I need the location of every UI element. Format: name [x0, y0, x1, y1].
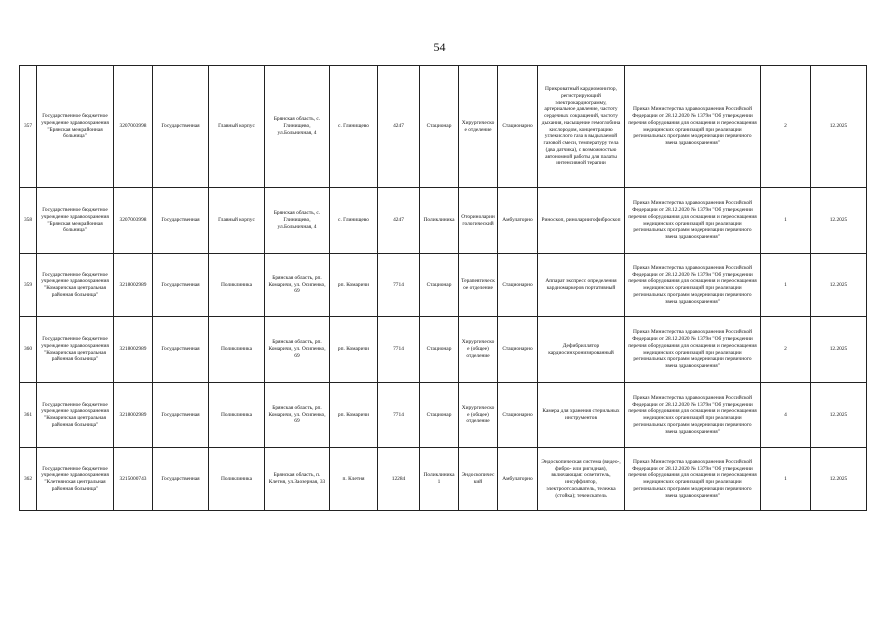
care-type-cell: Поликлиника 1 — [420, 448, 459, 511]
organization-name: Государственное бюджетное учреждение здравоохранения "Комаричская центральная районная больница" — [37, 254, 114, 317]
date-cell: 12.2025 — [811, 317, 867, 383]
quantity-cell: 1 — [761, 448, 811, 511]
organization-name: Государственное бюджетное учреждение здравоохранения "Комаричская центральная районная больница" — [37, 317, 114, 383]
table-row — [20, 317, 867, 383]
row-number: 361 — [20, 383, 37, 448]
date-cell: 12.2025 — [811, 383, 867, 448]
row-number: 359 — [20, 254, 37, 317]
condition-cell: Стационарно — [498, 254, 538, 317]
building-cell: Поликлиника — [209, 317, 265, 383]
ownership-cell: Государственная — [153, 254, 209, 317]
code-cell: 7714 — [378, 317, 420, 383]
order-cell: Приказ Министерства здравоохранения Российской Федерации от 28.12.2020 № 1379н "Об утверждении перечня оборудования для оснащения и переоснащения медицинских организаций при реализации региональных программ модернизации первичного звена здравоохранения" — [625, 383, 761, 448]
building-cell: Главный корпус — [209, 66, 265, 188]
quantity-cell: 2 — [761, 317, 811, 383]
care-type-cell: Стационар — [420, 317, 459, 383]
department-cell: Эндоскопический — [459, 448, 498, 511]
inn-cell: 3218002989 — [114, 317, 153, 383]
address-cell: Брянская область, рп. Комаричи, ул. Осипенко, 69 — [265, 254, 330, 317]
ownership-cell: Государственная — [153, 188, 209, 254]
organization-name: Государственное бюджетное учреждение здравоохранения "Брянская межрайонная больница" — [37, 66, 114, 188]
organization-name: Государственное бюджетное учреждение здравоохранения "Комаричская центральная районная больница" — [37, 383, 114, 448]
row-number: 362 — [20, 448, 37, 511]
ownership-cell: Государственная — [153, 383, 209, 448]
department-cell: Хирургическое отделение — [459, 66, 498, 188]
quantity-cell: 2 — [761, 66, 811, 188]
table-row — [20, 254, 867, 317]
table-row — [20, 448, 867, 511]
care-type-cell: Стационар — [420, 383, 459, 448]
inn-cell: 3218002989 — [114, 254, 153, 317]
order-cell: Приказ Министерства здравоохранения Российской Федерации от 28.12.2020 № 1379н "Об утверждении перечня оборудования для оснащения и переоснащения медицинских организаций при реализации региональных программ модернизации первичного звена здравоохранения" — [625, 317, 761, 383]
row-number: 358 — [20, 188, 37, 254]
inn-cell: 3218002989 — [114, 383, 153, 448]
address-cell: Брянская область, п. Клетня, ул.Заозерная, 33 — [265, 448, 330, 511]
organization-name: Государственное бюджетное учреждение здравоохранения "Клетнянская центральная районная больница" — [37, 448, 114, 511]
ownership-cell: Государственная — [153, 448, 209, 511]
equipment-cell: Риноскоп, ринолариигофиброскоп — [538, 188, 625, 254]
inn-cell: 3207003998 — [114, 188, 153, 254]
locality-cell: рп. Комаричи — [330, 383, 378, 448]
locality-cell: п. Клетня — [330, 448, 378, 511]
date-cell: 12.2025 — [811, 254, 867, 317]
date-cell: 12.2025 — [811, 188, 867, 254]
locality-cell: с. Глинищево — [330, 188, 378, 254]
ownership-cell: Государственная — [153, 66, 209, 188]
table-row — [20, 66, 867, 188]
inn-cell: 3207003998 — [114, 66, 153, 188]
condition-cell: Стационарно — [498, 317, 538, 383]
ownership-cell: Государственная — [153, 317, 209, 383]
address-cell: Брянская область, с. Глинищево, ул.Больничная, 4 — [265, 188, 330, 254]
page-number: 54 — [433, 40, 446, 54]
quantity-cell: 1 — [761, 254, 811, 317]
code-cell: 4247 — [378, 66, 420, 188]
code-cell: 12284 — [378, 448, 420, 511]
locality-cell: рп. Комаричи — [330, 254, 378, 317]
equipment-cell: Эндоскопическая система (видео-, фибро- или ригидная), включающая: осветитель, инсуффлятор, электроотсасыватель, тележка (стойка); течеискатель — [538, 448, 625, 511]
row-number: 360 — [20, 317, 37, 383]
inn-cell: 3215000743 — [114, 448, 153, 511]
building-cell: Поликлиника — [209, 254, 265, 317]
equipment-cell: Прикроватный кардиомонитор, регистрирующий электрокардиограмму, артериальное давление, частоту сердечных сокращений, частоту дыхания, насыщение гемоглобина кислородом, концентрацию углекислого газа в выдыхаемой газовой смеси, температуру тела (два датчика), с возможностью автономной работы для палаты интенсивной терапии — [538, 66, 625, 188]
code-cell: 7714 — [378, 383, 420, 448]
department-cell: Хирургическое (общее) отделение — [459, 317, 498, 383]
care-type-cell: Стационар — [420, 66, 459, 188]
equipment-cell: Дефибриллятор кардиосинхронизированный — [538, 317, 625, 383]
condition-cell: Стационарно — [498, 383, 538, 448]
order-cell: Приказ Министерства здравоохранения Российской Федерации от 28.12.2020 № 1379н "Об утверждении перечня оборудования для оснащения и переоснащения медицинских организаций при реализации региональных программ модернизации первичного звена здравоохранения" — [625, 448, 761, 511]
locality-cell: с. Глинищево — [330, 66, 378, 188]
address-cell: Брянская область, рп. Комаричи, ул. Осипенко, 69 — [265, 317, 330, 383]
row-number: 357 — [20, 66, 37, 188]
address-cell: Брянская область, рп. Комаричи, ул. Осипенко, 69 — [265, 383, 330, 448]
address-cell: Брянская область, с. Глинищево, ул.Больничная, 4 — [265, 66, 330, 188]
building-cell: Поликлиника — [209, 448, 265, 511]
department-cell: Хирургическое (общее) отделение — [459, 383, 498, 448]
code-cell: 7714 — [378, 254, 420, 317]
table-row — [20, 383, 867, 448]
locality-cell: рп. Комаричи — [330, 317, 378, 383]
quantity-cell: 4 — [761, 383, 811, 448]
department-cell: Терапевтическое отделение — [459, 254, 498, 317]
equipment-table — [19, 65, 867, 511]
building-cell: Поликлиника — [209, 383, 265, 448]
quantity-cell: 1 — [761, 188, 811, 254]
condition-cell: Стационарно — [498, 66, 538, 188]
table-row — [20, 188, 867, 254]
condition-cell: Амбулаторно — [498, 188, 538, 254]
care-type-cell: Стационар — [420, 254, 459, 317]
date-cell: 12.2025 — [811, 66, 867, 188]
building-cell: Главный корпус — [209, 188, 265, 254]
order-cell: Приказ Министерства здравоохранения Российской Федерации от 28.12.2020 № 1379н "Об утверждении перечня оборудования для оснащения и переоснащения медицинских организаций при реализации региональных программ модернизации первичного звена здравоохранения" — [625, 254, 761, 317]
equipment-cell: Камера для хранения стерильных инструментов — [538, 383, 625, 448]
department-cell: Оториноларингологический — [459, 188, 498, 254]
code-cell: 4247 — [378, 188, 420, 254]
order-cell: Приказ Министерства здравоохранения Российской Федерации от 28.12.2020 № 1379н "Об утверждении перечня оборудования для оснащения и переоснащения медицинских организаций при реализации региональных программ модернизации первичного звена здравоохранения" — [625, 66, 761, 188]
order-cell: Приказ Министерства здравоохранения Российской Федерации от 28.12.2020 № 1379н "Об утверждении перечня оборудования для оснащения и переоснащения медицинских организаций при реализации региональных программ модернизации первичного звена здравоохранения" — [625, 188, 761, 254]
organization-name: Государственное бюджетное учреждение здравоохранения "Брянская межрайонная больница" — [37, 188, 114, 254]
care-type-cell: Поликлиника — [420, 188, 459, 254]
date-cell: 12.2025 — [811, 448, 867, 511]
condition-cell: Амбулаторно — [498, 448, 538, 511]
equipment-cell: Аппарат экспресс определения кардиомаркеров портативный — [538, 254, 625, 317]
